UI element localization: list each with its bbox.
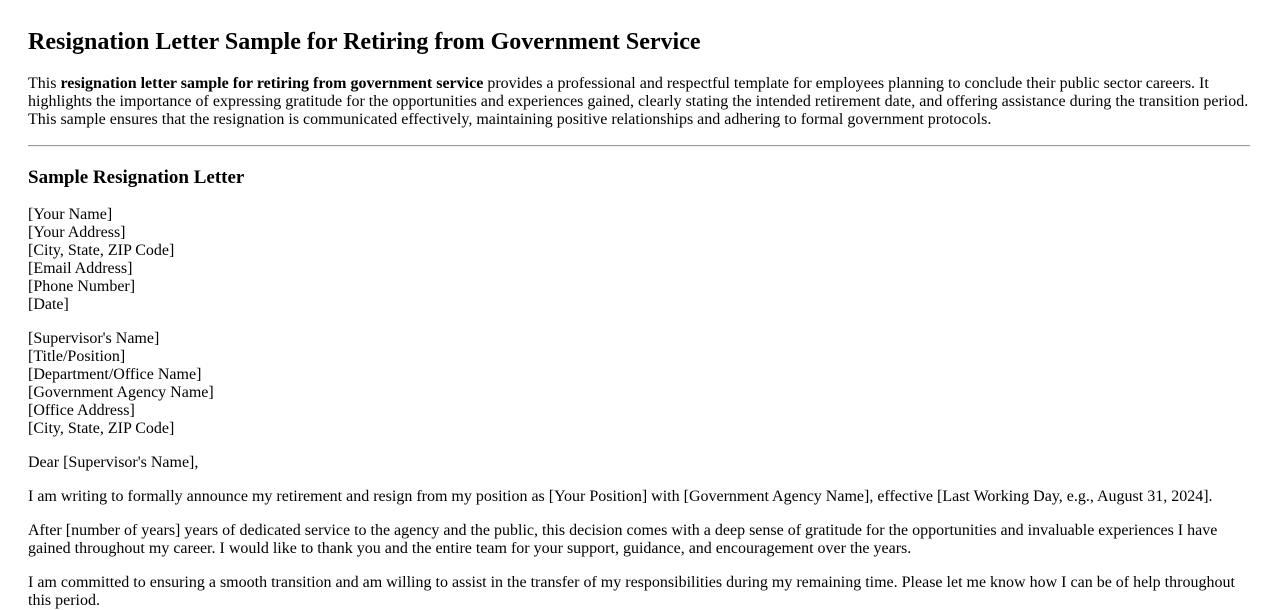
recipient-city-state-zip: [City, State, ZIP Code] (28, 420, 175, 437)
sender-name: [Your Name] (28, 206, 113, 223)
recipient-office-address: [Office Address] (28, 402, 135, 419)
sender-email: [Email Address] (28, 260, 133, 277)
letter-paragraph: After [number of years] years of dedicated service to the agency and the public, this decision comes with a deep sense of gratitude for the opportunities and invaluable experiences I have gained throughout my career. I would like to thank you and the entire team for your support, guidance, and encouragement over the years. (28, 522, 1218, 557)
intro-prefix: This (28, 75, 61, 92)
intro-suffix: provides a professional and respectful template for employees planning to conclude their public sector careers. It highlights the importance of expressing gratitude for the opportunities and experiences gained, clearly stating the intended retirement date, and offering assistance during the transition period. This sample ensures that the resignation is communicated effectively, maintaining positive relationships and adhering to formal government protocols. (28, 75, 1249, 128)
letter-paragraph: I am committed to ensuring a smooth transition and am willing to assist in the transfer of my responsibilities during my remaining time. Please let me know how I can be of help throughout this period. (28, 574, 1235, 609)
letter-paragraph: I am writing to formally announce my retirement and resign from my position as [Your Position] with [Government Agency Name], effective [Last Working Day, e.g., August 31, 2024]. (28, 488, 1213, 505)
recipient-department: [Department/Office Name] (28, 366, 202, 383)
section-heading: Sample Resignation Letter (28, 167, 245, 188)
sender-address: [Your Address] (28, 224, 126, 241)
intro-paragraph (28, 75, 1250, 129)
recipient-agency: [Government Agency Name] (28, 384, 214, 401)
sender-phone: [Phone Number] (28, 278, 136, 295)
sender-address-block (28, 206, 1250, 314)
sender-date: [Date] (28, 296, 69, 313)
recipient-title: [Title/Position] (28, 348, 126, 365)
intro-bold-phrase: resignation letter sample for retiring from government service (60, 75, 484, 92)
recipient-address-block (28, 330, 1250, 438)
recipient-name: [Supervisor's Name] (28, 330, 160, 347)
salutation: Dear [Supervisor's Name], (28, 454, 199, 471)
page-title: Resignation Letter Sample for Retiring from Government Service (28, 29, 701, 55)
sender-city-state-zip: [City, State, ZIP Code] (28, 242, 175, 259)
section-divider (28, 145, 1250, 147)
